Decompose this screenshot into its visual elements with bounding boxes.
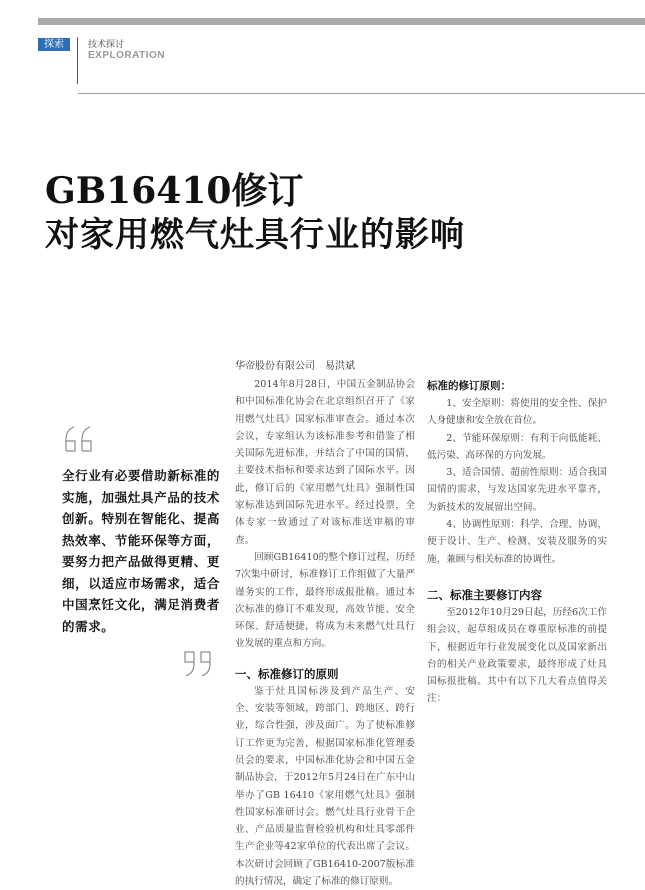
principle-item: 2、节能环保原则：有利于向低能耗、低污染、高环保的方向发展。 <box>427 432 607 461</box>
subheading: 标准的修订原则： <box>427 380 511 392</box>
header-rule <box>78 93 645 94</box>
principle-item: 3、适合国情、超前性原则：适合我国国情的需求，与发达国家先进水平靠齐，为新技术的发展留出空间。 <box>427 467 607 513</box>
section-tag: 探索 <box>38 38 70 51</box>
body-paragraph: 2014年8月28日，中国五金制品协会和中国标准化协会在北京组织召开了《家用燃气灶具》国家标准审查会。通过本次会议，专家组认为该标准参考和借鉴了相关国际先进标准，并结合了中国的国情，主要技术指标和要求达到了国际水平。因此，修订后的《家用燃气灶具》强制性国家标准达到国际先进水平。经过投票，全体专家一致通过了对该标准送审稿的审查。 <box>235 379 415 546</box>
close-quote-icon <box>180 650 214 678</box>
body-paragraph: 至2012年10月29日起，历经6次工作组会议，起草组成员在尊重原标准的前提下，根据近年行业发展变化以及国家新出台的相关产业政策要求，最终形成了灶具国标报批稿。其中有以下几大看点值得关注： <box>427 606 607 705</box>
header-divider <box>77 37 78 84</box>
section-heading: 一、标准修订的原则 <box>235 666 339 681</box>
body-paragraph: 鉴于灶具国标涉及到产品生产、安全、安装等领域，跨部门、跨地区、跨行业，综合性强，涉及面广。为了使标准修订工作更为完善，根据国家标准化管理委员会的要求，中国标准化协会和中国五金制品协会，于2012年5月24日在广东中山举办了GB 16410《家用燃气灶具》强制性国家标准研讨会。燃气灶具行业骨干企业、产品质量监督检验机构和灶具零部件生产企业等42家单位的代表出席了会议。本次研讨会回顾了GB16410-2007版标准的执行情况，确定了标准的修订原则。 <box>235 685 415 888</box>
title-line-1: GB16410修订 <box>45 170 304 212</box>
open-quote-icon <box>62 425 96 453</box>
byline: 华帝股份有限公司 易洪斌 <box>235 361 355 372</box>
principle-item: 4、协调性原则：科学、合理、协调，便于设计、生产、检测、安装及服务的实施，兼顾与相关标准的协调性。 <box>427 519 607 565</box>
body-column-2 <box>427 376 607 708</box>
section-kicker-en: EXPLORATION <box>88 50 165 61</box>
section-kicker: 技术探讨 <box>88 40 125 50</box>
section-heading: 二、标准主要修订内容 <box>427 587 542 602</box>
pull-quote: 全行业有必要借助新标准的实施，加强灶具产品的技术创新。特别在智能化、提高热效率、节能环保等方面，要努力把产品做得更精、更细，以适应市场需求，适合中国烹饪文化，满足消费者的需求。 <box>62 468 220 634</box>
title-line-2: 对家用燃气灶具行业的影响 <box>45 215 465 255</box>
body-paragraph: 回顾GB16410的整个修订过程，历经7次集中研讨，标准修订工作组做了大量严谨务实的工作，最终形成报批稿。通过本次标准的修订不难发现，高效节能、安全环保、舒适便捷，将成为未来燃气灶具行业发展的重点和方向。 <box>235 551 415 650</box>
body-column-1 <box>235 376 415 890</box>
principle-item: 1、安全原则：将使用的安全性、保护人身健康和安全放在首位。 <box>427 398 607 427</box>
article-title <box>45 170 465 258</box>
top-bar <box>38 18 645 25</box>
